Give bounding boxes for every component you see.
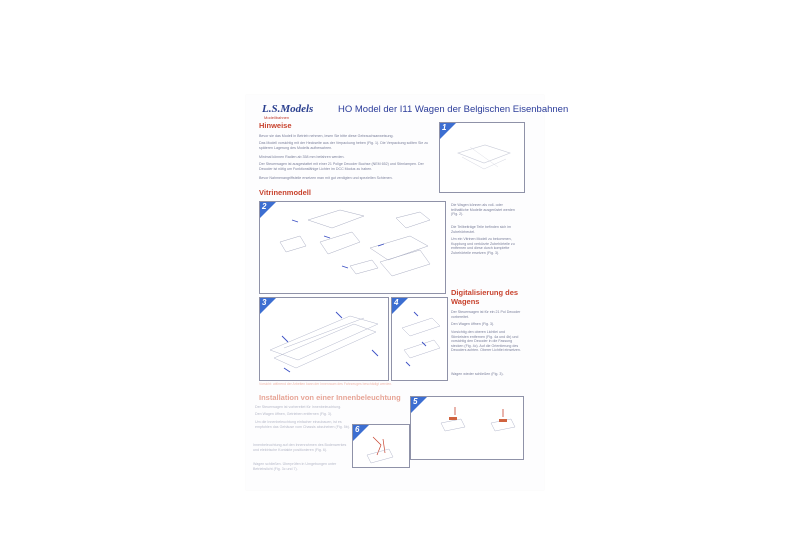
document-title: HO Model der I11 Wagen der Belgischen Eisenbahnen xyxy=(338,104,569,115)
digitalisierung-paragraph-1: Der Steuerwagen ist für ein 21 Pol Decoder vorbereitet. xyxy=(451,310,521,319)
hinweise-paragraph-4: Der Steuerwagen ist ausgestattet mit einer 21 Polige Decoder Buchse (NEM 652) und Stirnlampen. Der Decoder ist nötig um Funktionsfähige Lichter im DCC Modus zu haben. xyxy=(259,162,424,171)
hinweise-paragraph-3: Minimal können Radien ab 358 mm befahren werden. xyxy=(259,155,345,159)
figure-2: 2 xyxy=(259,201,446,294)
hinweise-paragraph-1: Bevor sie das Modell in Betrieb nehmen, lesen Sie bitte diese Gebrauchsanweisung. xyxy=(259,134,394,138)
figure-6-drawing xyxy=(353,425,409,467)
vitrinenmodell-paragraph-3: Um ein Vitrinen Modell zu bekommen, Kupplung und verkürzte Zubehörteile zu entfernen und diese durch komplette Zubehörteile ersetzen (Fig. 3). xyxy=(451,237,515,255)
figure-2-exploded-drawing xyxy=(260,202,445,293)
heading-hinweise: Hinweise xyxy=(259,121,292,130)
figure-3: 3 xyxy=(259,297,389,381)
digitalisierung-paragraph-2: Den Wagen öffnen (Fig. 3). xyxy=(451,322,495,326)
heading-installation: Installation von einer Innenbeleuchtung xyxy=(259,393,401,402)
digitalisierung-paragraph-3: Vorsichtig den oberen Lichtlei und Stirnleisten entfernen (Fig. 4a und 4b) und vorsichtig den Decoder in die Fassung stecken (Fig. 4c). Auf die Orientierung des Decoders achten. Oberer Lichtlei einsetzen. xyxy=(451,330,521,353)
figure-1-drawing xyxy=(440,123,524,192)
heading-vitrinenmodell: Vitrinenmodell xyxy=(259,188,311,197)
figure-6: 6 xyxy=(352,424,410,468)
figure-3-drawing xyxy=(260,298,388,380)
vitrinenmodell-paragraph-1: Die Wagen können als voll- oder teilhaltliche Modelle ausgerüstet werden (Fig. 2). xyxy=(451,203,515,217)
installation-paragraph-4: Innenbeleuchtung auf den Innenrahmen des Bodenwerkes und elektrische Kontakte positionieren (Fig. 6). xyxy=(253,443,347,452)
installation-paragraph-5: Wagen schließen. Überprüfen in Umgebungen unter Betriebslicht (Fig. 3c und 7). xyxy=(253,462,337,471)
warning-caption: Vorsicht: während der Arbeiten kann der Innenraum des Fahrzeuges beschädigt werden. xyxy=(259,382,393,386)
vitrinenmodell-paragraph-2: Die Teilbeiträge Teile befinden sich im Zubehörbeutel. xyxy=(451,225,511,234)
brand-logo-subtitle: Modellbahnen xyxy=(264,115,290,120)
heading-digitalisierung: Digitalisierung des Wagens xyxy=(451,288,519,306)
installation-paragraph-2: Den Wagen öffnen, Getrieben entfernen (Fig. 3). xyxy=(255,412,333,416)
figure-4: 4 xyxy=(391,297,448,381)
installation-paragraph-3: Um die Innenbeleuchtung einfacher einzubauen, ist es empfohlen das Gehäuse vom Chassis abzuheben (Fig. 5b). xyxy=(255,420,350,429)
figure-5-drawing xyxy=(411,397,523,459)
installation-paragraph-1: Der Steuerwagen ist vorbereitet für Innenbeleuchtung. xyxy=(255,405,342,409)
figure-1: 1 xyxy=(439,122,525,193)
figure-5: 5 xyxy=(410,396,524,460)
digitalisierung-paragraph-4: Wagen wieder schließen (Fig. 3). xyxy=(451,372,504,376)
hinweise-paragraph-5: Bevor Nahmenangriffsteile ersetzen man mit gut verdigten und speziellen Schienen. xyxy=(259,176,393,180)
figure-4-drawing xyxy=(392,298,447,380)
brand-logo: L.S.Models xyxy=(262,103,314,115)
hinweise-paragraph-2: Das Modell vorsichtig mit der Heckseite aus der Verpackung heben (Fig. 1). Die Verpackung sollten Sie zu späteren Lagerung des Modells aufbewahren. xyxy=(259,141,428,150)
